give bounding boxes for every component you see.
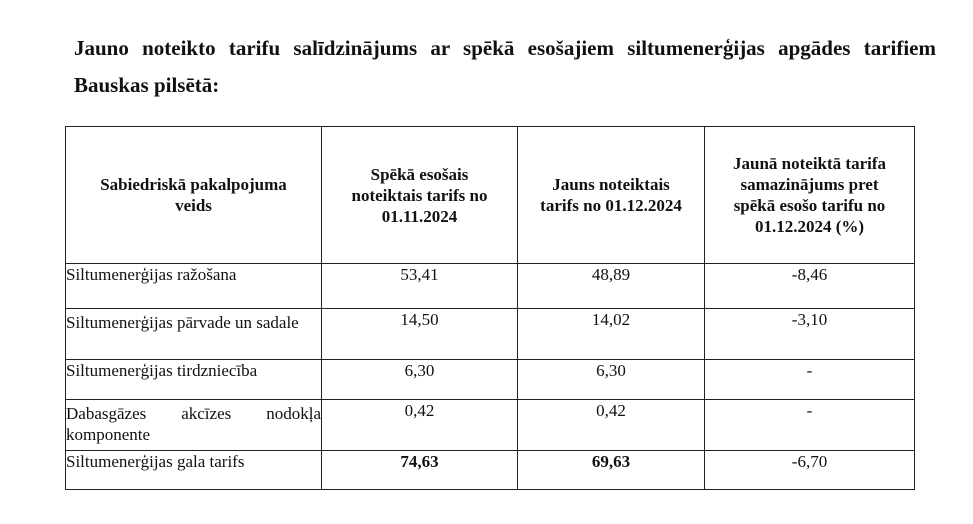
tariff-change-cell: - [705,400,915,451]
tariff-comparison-table [65,126,915,490]
page-title: Jauno noteikto tarifu salīdzinājums ar spēkā esošajiem siltumenerģijas apgādes tarifiem Bauskas pilsētā: [74,36,936,97]
table-row [66,360,915,400]
table-header-row [66,127,915,264]
service-label: Dabasgāzes akcīzes nodokļa komponente [66,404,321,444]
table-row [66,309,915,360]
new-tariff-cell: 14,02 [518,309,705,360]
table-row [66,400,915,451]
current-tariff-cell: 6,30 [322,360,518,400]
header-tariff-change-percent: Jaunā noteiktā tarifa samazinājums pret spēkā esošo tarifu no 01.12.2024 (%) [705,127,915,264]
new-tariff-cell: 48,89 [518,264,705,309]
tariff-change-cell: -8,46 [705,264,915,309]
new-tariff-cell: 69,63 [518,451,705,490]
service-cell: Siltumenerģijas ražošana [66,264,322,309]
service-cell [66,309,322,360]
new-tariff-cell: 6,30 [518,360,705,400]
new-tariff-cell: 0,42 [518,400,705,451]
header-new-tariff: Jauns noteiktais tarifs no 01.12.2024 [518,127,705,264]
current-tariff-cell: 74,63 [322,451,518,490]
header-current-tariff: Spēkā esošais noteiktais tarifs no 01.11.2024 [322,127,518,264]
tariff-change-cell: - [705,360,915,400]
service-cell: Siltumenerģijas tirdzniecība [66,360,322,400]
current-tariff-cell: 0,42 [322,400,518,451]
service-cell [66,400,322,451]
table-row [66,451,915,490]
service-cell: Siltumenerģijas gala tarifs [66,451,322,490]
tariff-change-cell: -6,70 [705,451,915,490]
table-row [66,264,915,309]
tariff-change-cell: -3,10 [705,309,915,360]
header-service-type: Sabiedriskā pakalpojuma veids [66,127,322,264]
current-tariff-cell: 53,41 [322,264,518,309]
service-label: Siltumenerģijas pārvade un sadale [66,313,299,332]
current-tariff-cell: 14,50 [322,309,518,360]
